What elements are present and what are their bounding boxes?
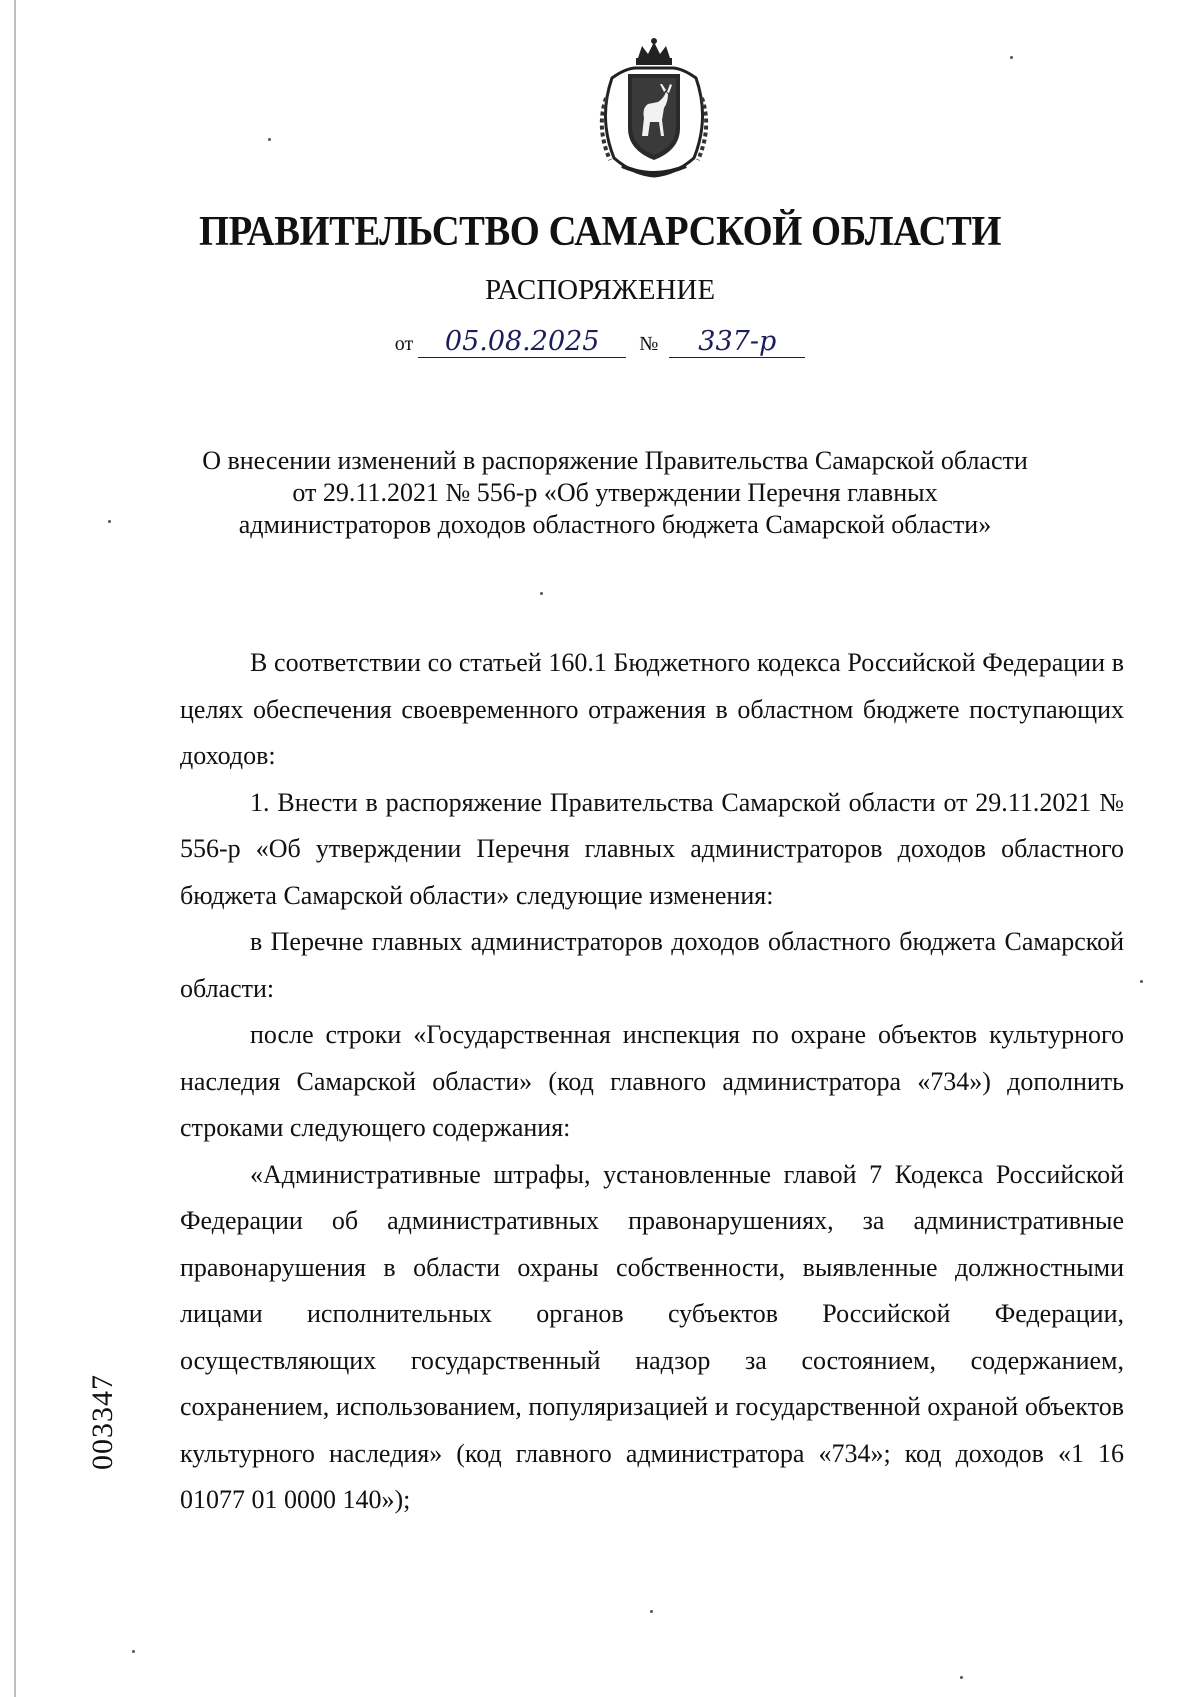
document-body: [180, 640, 1124, 1524]
scan-speck: [108, 520, 111, 523]
scan-speck: [132, 1650, 135, 1653]
scan-speck: [960, 1676, 963, 1679]
scan-speck: [1010, 56, 1013, 59]
scan-speck: [650, 1610, 653, 1613]
handwritten-date: 05.08.2025: [418, 326, 626, 358]
subject-line: от 29.11.2021 № 556-р «Об утверждении Перечня главных: [292, 478, 938, 507]
scan-speck: [540, 592, 543, 595]
registration-line: [0, 326, 1200, 358]
handwritten-number: 337-р: [669, 326, 805, 358]
coat-of-arms-icon: [592, 38, 716, 180]
body-paragraph: после строки «Государственная инспекция по охране объектов культурного наследия Самарской области» (код главного администратора «734») дополнить строками следующего содержания:: [180, 1020, 1124, 1142]
body-paragraph: в Перечне главных администраторов доходов областного бюджета Самарской области:: [180, 927, 1124, 1003]
side-serial-number: 003347: [86, 1374, 119, 1470]
body-paragraph: «Административные штрафы, установленные главой 7 Кодекса Российской Федерации об административных правонарушениях, за административные правонарушения в области охраны собственности, выявленные должностными лицами исполнительных органов субъектов Российской Федерации, осуществляющих государственный надзор за состоянием, содержанием, сохранением, использованием, популяризацией и государственной охраной объектов культурного наследия» (код главного администратора «734»; код доходов «1 16 01077 01 0000 140»);: [180, 1159, 1124, 1514]
subject-line: администраторов доходов областного бюджета Самарской области»: [238, 510, 992, 539]
scan-margin-line: [14, 0, 16, 1697]
number-prefix: №: [639, 333, 659, 355]
document-type: РАСПОРЯЖЕНИЕ: [484, 274, 716, 306]
body-paragraph: 1. Внести в распоряжение Правительства Самарской области от 29.11.2021 № 556-р «Об утверждении Перечня главных администраторов доходов областного бюджета Самарской области» следующие изменения:: [180, 787, 1124, 910]
scan-speck: [268, 138, 271, 141]
date-prefix: от: [394, 333, 414, 355]
government-title: ПРАВИТЕЛЬСТВО САМАРСКОЙ ОБЛАСТИ: [199, 209, 1001, 255]
subject-line: О внесении изменений в распоряжение Правительства Самарской области: [202, 446, 1028, 475]
document-subject: [150, 445, 1080, 541]
scan-speck: [1140, 980, 1143, 983]
body-paragraph: В соответствии со статьей 160.1 Бюджетного кодекса Российской Федерации в целях обеспечения своевременного отражения в областном бюджете поступающих доходов:: [180, 648, 1124, 770]
